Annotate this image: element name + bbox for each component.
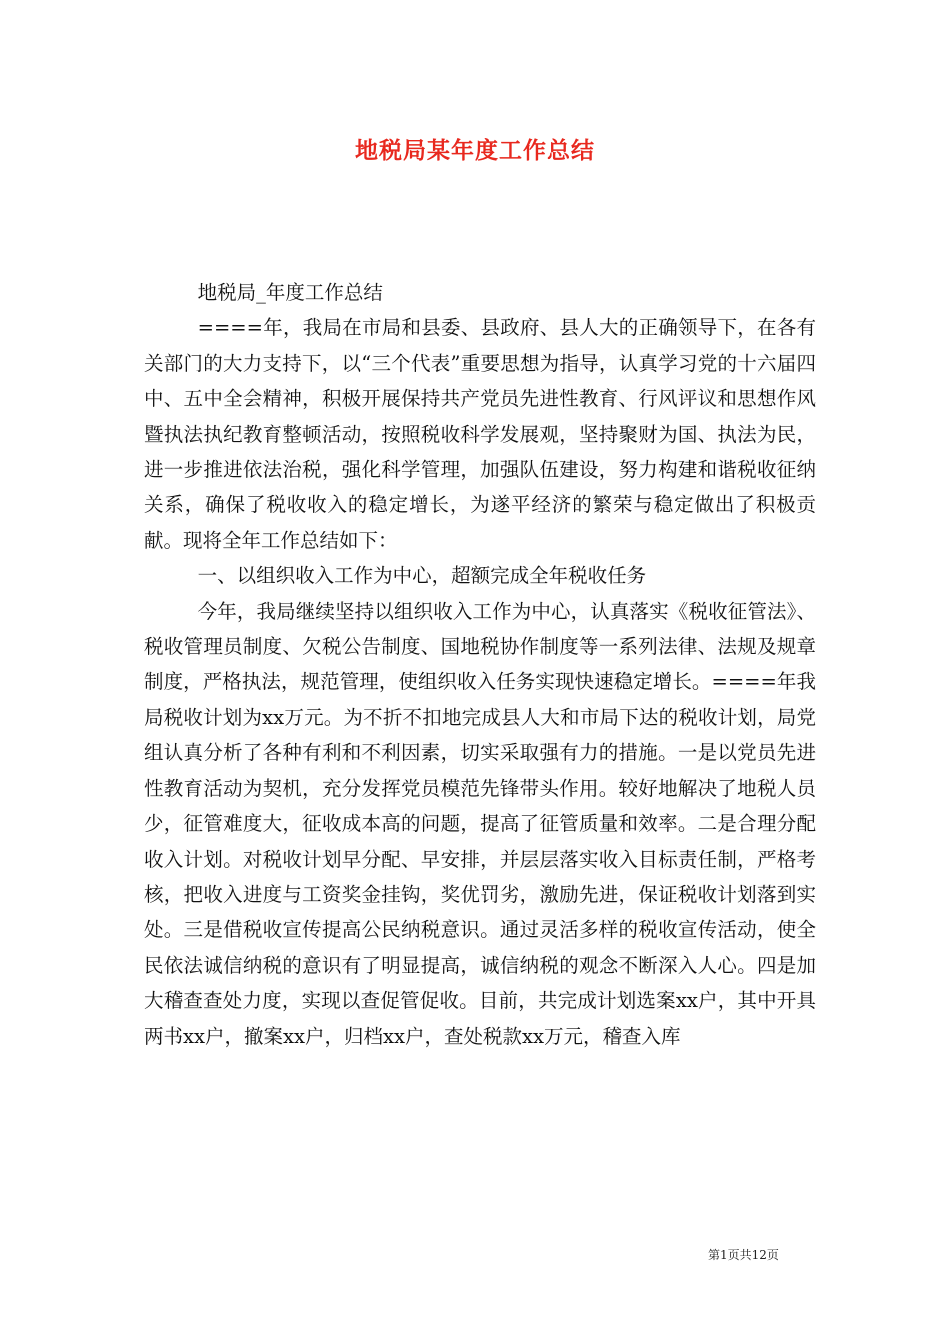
paragraph-heading: 地税局_年度工作总结 [197,281,383,304]
paragraph-intro: ====年，我局在市局和县委、县政府、县人大的正确领导下，在各有关部门的大力支持下，以“三个代表”重要思想为指导，认真学习党的十六届四中、五中全会精神，积极开展保持共产党员先进性教育、行风评议和思想作风暨执法执纪教育整顿活动，按照税收科学发展观，坚持聚财为国、执法为民，进一步推进依法治税，强化科学管理，加强队伍建设，努力构建和谐税收征纳关系，确保了税收收入的稳定增长，为遂平经济的繁荣与稳定做出了积极贡献。现将全年工作总结如下： [144,316,816,552]
section-heading-1: 一、以组织收入工作为中心，超额完成全年税收任务 [197,564,647,588]
document-body [144,275,816,1054]
page-number: 第1页共12页 [708,1248,779,1262]
document-title: 地税局某年度工作总结 [355,137,595,164]
paragraph-section-1: 今年，我局继续坚持以组织收入工作为中心，认真落实《税收征管法》、税收管理员制度、欠税公告制度、国地税协作制度等一系列法律、法规及规章制度，严格执法，规范管理，使组织收入任务实现快速稳定增长。====年我局税收计划为xx万元。为不折不扣地完成县人大和市局下达的税收计划，局党组认真分析了各种有利和不利因素，切实采取强有力的措施。一是以党员先进性教育活动为契机，充分发挥党员模范先锋带头作用。较好地解决了地税人员少，征管难度大，征收成本高的问题，提高了征管质量和效率。二是合理分配收入计划。对税收计划早分配、早安排，并层层落实收入目标责任制，严格考核，把收入进度与工资奖金挂钩，奖优罚劣，激励先进，保证税收计划落到实处。三是借税收宣传提高公民纳税意识。通过灵活多样的税收宣传活动，使全民依法诚信纳税的意识有了明显提高，诚信纳税的观念不断深入人心。四是加大稽查查处力度，实现以查促管促收。目前，共完成计划选案xx户，其中开具两书xx户，撤案xx户，归档xx户，查处税款xx万元，稽查入库 [144,599,816,1048]
